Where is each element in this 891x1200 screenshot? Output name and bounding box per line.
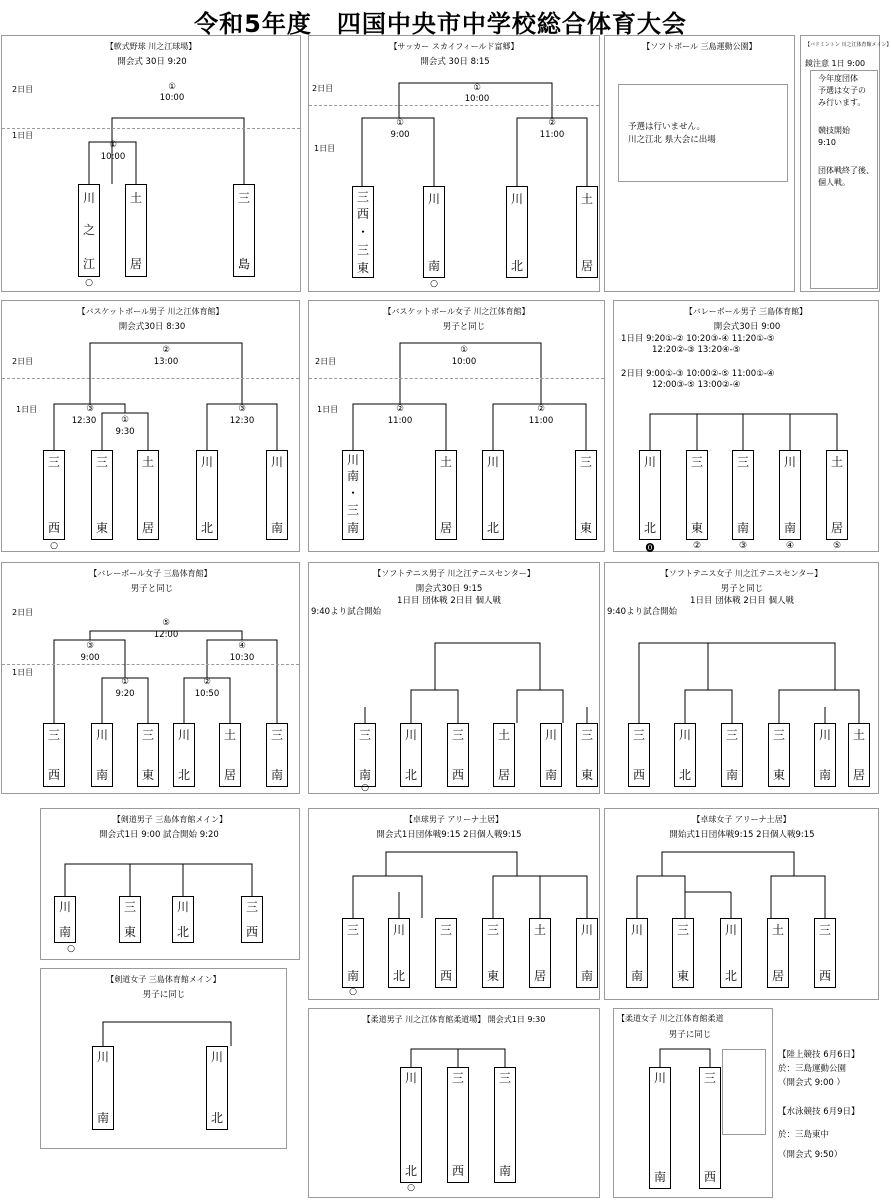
team-box: 川 北 <box>196 450 218 540</box>
match-time: 10:00 <box>451 357 477 367</box>
team-box: 三 南 <box>342 918 364 988</box>
winner-mark: ○ <box>67 944 75 954</box>
swimming-venue: 於：三島東中 <box>778 1130 830 1140</box>
match-time: 10:00 <box>100 152 126 162</box>
note-line: 9:40より試合開始 <box>607 607 678 617</box>
team-box: 川 南 <box>266 450 288 540</box>
panel-subtitle: 開会式30日 9:15 <box>415 584 483 594</box>
panel-title: 【卓球女子 アリーナ土居】 <box>692 815 791 824</box>
panel-subtitle2: 1日目 団体戦 2日目 個人戦 <box>397 596 501 606</box>
team-box: 三 東 <box>119 896 141 943</box>
team-box: 川 北 <box>388 918 410 988</box>
team-box: 三 南 <box>266 723 288 787</box>
team-box: 川 北 <box>206 1046 228 1130</box>
team-box: 三 西 <box>435 918 457 988</box>
winner-mark: ○ <box>85 278 93 288</box>
team-box: 三 南 <box>354 723 376 787</box>
team-box: 土 居 <box>848 723 870 787</box>
team-box: 川 南 <box>814 723 836 787</box>
team-box: 三 西 <box>699 1067 721 1189</box>
team-box: 三 西 <box>43 450 65 540</box>
team-box: 三 南 <box>732 450 754 540</box>
team-box: 土 居 <box>125 184 147 277</box>
team-box: 三 東 <box>137 723 159 787</box>
match-time: 9:20 <box>115 689 135 699</box>
team-box: 川 南 <box>649 1067 671 1189</box>
panel-badminton <box>800 35 891 292</box>
match-number: ① <box>473 83 481 93</box>
match-number: ② <box>548 118 556 128</box>
winner-mark: ○ <box>50 541 58 551</box>
day-label: 2日目 <box>12 608 34 617</box>
panel-title: 【サッカー スカイフィールド富郷】 <box>389 42 519 51</box>
team-box: 川 南 <box>92 1046 114 1130</box>
day-label: 2日目 <box>12 357 34 366</box>
athletics-opening: （開会式 9:00 ） <box>778 1078 845 1088</box>
day-label: 1日目 <box>12 668 34 677</box>
team-box: 三 西 <box>241 896 263 943</box>
day-label: 2日目 <box>12 85 34 94</box>
panel-volleyball-boys <box>613 300 879 552</box>
match-number: ③ <box>238 404 246 414</box>
panel-table-tennis-boys <box>308 808 600 1000</box>
match-time: 12:00 <box>153 630 179 640</box>
team-box: 三 東 <box>482 918 504 988</box>
panel-subtitle: 開会式1日 9:00 試合開始 9:20 <box>99 830 219 840</box>
note-line: 川之江北 県大会に出場 <box>628 135 716 145</box>
team-box: 川 北 <box>506 186 528 278</box>
team-box: 三 西 <box>447 1067 469 1183</box>
team-box: 三 西 <box>43 723 65 787</box>
team-box: 三 南 <box>721 723 743 787</box>
team-box: 三 東 <box>686 450 708 540</box>
panel-softball <box>604 35 795 292</box>
team-box: 三 東 <box>672 918 694 988</box>
panel-soft-tennis-girls <box>604 562 879 794</box>
team-box: 土 居 <box>576 186 598 278</box>
panel-subtitle: 開会式30日 8:30 <box>118 322 186 332</box>
panel-judo-girls <box>613 1008 773 1198</box>
panel-subtitle: 男子と同じ <box>720 584 764 594</box>
match-number: ⑤ <box>162 618 170 628</box>
day-label: 2日目 <box>312 84 334 93</box>
panel-title: 【柔道女子 川之江体育館柔道 <box>617 1014 724 1023</box>
winner-mark: ○ <box>349 987 357 997</box>
panel-subtitle: 開会式 30日 8:15 <box>420 57 490 67</box>
team-box: 川 北 <box>482 450 504 540</box>
panel-title: 【軟式野球 川之江球場】 <box>105 42 197 51</box>
match-number: ④ <box>238 641 246 651</box>
panel-soccer <box>308 35 600 292</box>
match-number: ② <box>537 404 545 414</box>
panel-kendo-girls <box>40 968 287 1149</box>
panel-title: 【バスケットボール男子 川之江体育館】 <box>77 307 224 316</box>
team-box: 三 東 <box>91 450 113 540</box>
match-time: 12:30 <box>229 416 255 426</box>
panel-title: 【ソフトテニス男子 川之江テニスセンター】 <box>373 569 535 578</box>
team-box: 土 居 <box>435 450 457 540</box>
team-box: 土 居 <box>493 723 515 787</box>
note-line: 今年度団体 <box>818 74 858 83</box>
team-box: 土 居 <box>529 918 551 988</box>
match-number: ① <box>121 415 129 425</box>
team-box: 三 西 ・ 三 東 <box>352 186 374 278</box>
match-time: 9:30 <box>115 427 135 437</box>
panel-subtitle: 開始式1日団体戦9:15 2日個人戦9:15 <box>669 830 815 840</box>
team-box: 土 居 <box>767 918 789 988</box>
team-box: 三 東 <box>768 723 790 787</box>
panel-title: 【バスケットボール女子 川之江体育館】 <box>383 307 530 316</box>
panel-kendo-boys <box>40 808 300 960</box>
athletics-title: 【陸上競技 6月6日】 <box>778 1050 860 1060</box>
panel-subtitle: 鏡注意 1日 9:00 <box>805 59 866 68</box>
match-number: ② <box>203 677 211 687</box>
panel-soft-tennis-boys <box>308 562 600 794</box>
team-box: 土 居 <box>219 723 241 787</box>
seed-number: ⓿ <box>645 544 655 554</box>
team-box: 川 南 ・ 三 南 <box>342 450 364 540</box>
page-title: 令和5年度 四国中央市中学校総合体育大会 <box>194 10 687 38</box>
team-box: 川 北 <box>720 918 742 988</box>
day-label: 1日目 <box>314 144 336 153</box>
team-box: 川 北 <box>172 896 194 943</box>
panel-basketball-boys <box>1 300 300 552</box>
panel-title: 【ソフトテニス女子 川之江テニスセンター】 <box>660 569 823 578</box>
winner-mark: ○ <box>430 279 438 289</box>
panel-subtitle: 男子に同じ <box>142 990 186 1000</box>
note-line: 団体戦終了後、 <box>818 166 874 175</box>
panel-volleyball-girls <box>1 562 300 794</box>
team-box: 川 之 江 <box>78 184 100 277</box>
panel-title: 【卓球男子 アリーナ土居】 <box>404 815 504 824</box>
note-line: 9:10 <box>818 138 836 147</box>
match-number: ② <box>396 404 404 414</box>
team-box: 川 南 <box>576 918 598 988</box>
panel-basketball-girls <box>308 300 605 552</box>
match-time: 10:00 <box>159 93 185 103</box>
winner-mark: ○ <box>407 1183 415 1193</box>
team-box: 川 南 <box>540 723 562 787</box>
day-label: 1日目 <box>317 405 339 414</box>
team-box: 川 北 <box>674 723 696 787</box>
note-line: 9:40より試合開始 <box>311 607 382 617</box>
blank-box <box>722 1049 766 1135</box>
panel-subtitle: 開会式30日 9:00 <box>713 322 781 332</box>
seed-number: ② <box>692 541 702 551</box>
note-box <box>810 70 878 289</box>
schedule-line: 1日目 9:20①-② 10:20③-④ 11:20①-⑤ <box>621 334 775 344</box>
match-time: 13:00 <box>153 357 179 367</box>
schedule-line: 12:20②-③ 13:20④-⑤ <box>652 345 741 355</box>
swimming-opening: （開会式 9:50） <box>778 1150 843 1160</box>
seed-number: ③ <box>738 541 748 551</box>
team-box: 三 東 <box>575 450 597 540</box>
seed-number: ④ <box>785 541 795 551</box>
day-label: 1日目 <box>16 405 38 414</box>
panel-title: 【柔道男子 川之江体育館柔道場】 開会式1日 9:30 <box>362 1015 546 1024</box>
day-label: 2日目 <box>315 357 337 366</box>
note-box <box>618 84 788 182</box>
match-time: 10:50 <box>194 689 220 699</box>
note-line: 予選は女子の <box>818 86 866 95</box>
team-box: 川 南 <box>54 896 76 943</box>
panel-title: 【ソフトボール 三島運動公園】 <box>642 42 757 51</box>
panel-title: 【バレーボール女子 三島体育館】 <box>89 569 212 578</box>
panel-title: 【剣道女子 三島体育館メイン】 <box>106 975 221 984</box>
match-time: 10:00 <box>464 94 490 104</box>
team-box: 川 北 <box>400 1067 422 1183</box>
team-box: 川 南 <box>91 723 113 787</box>
panel-subtitle: 男子と同じ <box>442 322 486 332</box>
match-number: ③ <box>86 641 94 651</box>
team-box: 三 島 <box>233 184 255 277</box>
match-number: ① <box>109 140 117 150</box>
day-label: 1日目 <box>12 131 34 140</box>
match-time: 11:00 <box>528 416 554 426</box>
match-time: 10:30 <box>229 653 255 663</box>
match-time: 11:00 <box>387 416 413 426</box>
match-number: ② <box>162 345 170 355</box>
panel-table-tennis-girls <box>604 808 879 1000</box>
team-box: 三 西 <box>814 918 836 988</box>
panel-subtitle: 開会式 30日 9:20 <box>117 57 187 67</box>
panel-title: 【剣道男子 三島体育館メイン】 <box>112 815 228 824</box>
match-number: ① <box>168 82 176 92</box>
panel-subtitle: 男子と同じ <box>130 584 174 594</box>
seed-number: ⑤ <box>832 541 842 551</box>
team-box: 三 西 <box>628 723 650 787</box>
match-number: ① <box>460 345 468 355</box>
team-box: 川 南 <box>626 918 648 988</box>
team-box: 川 北 <box>400 723 422 787</box>
match-time: 9:00 <box>80 653 100 663</box>
match-number: ① <box>396 118 404 128</box>
swimming-title: 【水泳競技 6月9日】 <box>778 1107 860 1117</box>
panel-subtitle: 開会式1日団体戦9:15 2日個人戦9:15 <box>376 830 522 840</box>
panel-judo-boys <box>308 1008 600 1198</box>
team-box: 土 居 <box>137 450 159 540</box>
team-box: 三 南 <box>494 1067 516 1183</box>
winner-mark: ○ <box>361 783 369 793</box>
team-box: 川 北 <box>173 723 195 787</box>
team-box: 三 西 <box>447 723 469 787</box>
match-time: 11:00 <box>539 130 565 140</box>
note-line: 競技開始 <box>818 126 850 135</box>
panel-subtitle2: 1日目 団体戦 2日目 個人戦 <box>690 596 794 606</box>
panel-title: 【バドミントン 川之江体育館メイン】 <box>805 42 891 48</box>
bracket-lines <box>2 36 300 291</box>
panel-title: 【バレーボール男子 三島体育館】 <box>684 307 808 316</box>
team-box: 川 南 <box>423 186 445 278</box>
note-line: み行います。 <box>818 98 866 107</box>
panel-subtitle: 男子に同じ <box>668 1030 712 1040</box>
athletics-venue: 於：三島運動公園 <box>778 1064 847 1074</box>
match-number: ① <box>121 677 129 687</box>
team-box: 三 東 <box>576 723 598 787</box>
note-line: 個人戦。 <box>818 178 850 187</box>
match-time: 12:30 <box>71 416 97 426</box>
note-line: 予選は行いません。 <box>628 122 706 132</box>
schedule-line: 2日目 9:00①-③ 10:00②-⑤ 11:00①-④ <box>621 369 775 379</box>
panel-softball-baseball <box>1 35 301 292</box>
team-box: 川 北 <box>639 450 661 540</box>
schedule-line: 12:00③-⑤ 13:00②-④ <box>652 380 741 390</box>
team-box: 土 居 <box>826 450 848 540</box>
match-number: ③ <box>86 404 94 414</box>
athletics-info <box>778 1050 880 1170</box>
match-time: 9:00 <box>390 130 410 140</box>
team-box: 川 南 <box>779 450 801 540</box>
